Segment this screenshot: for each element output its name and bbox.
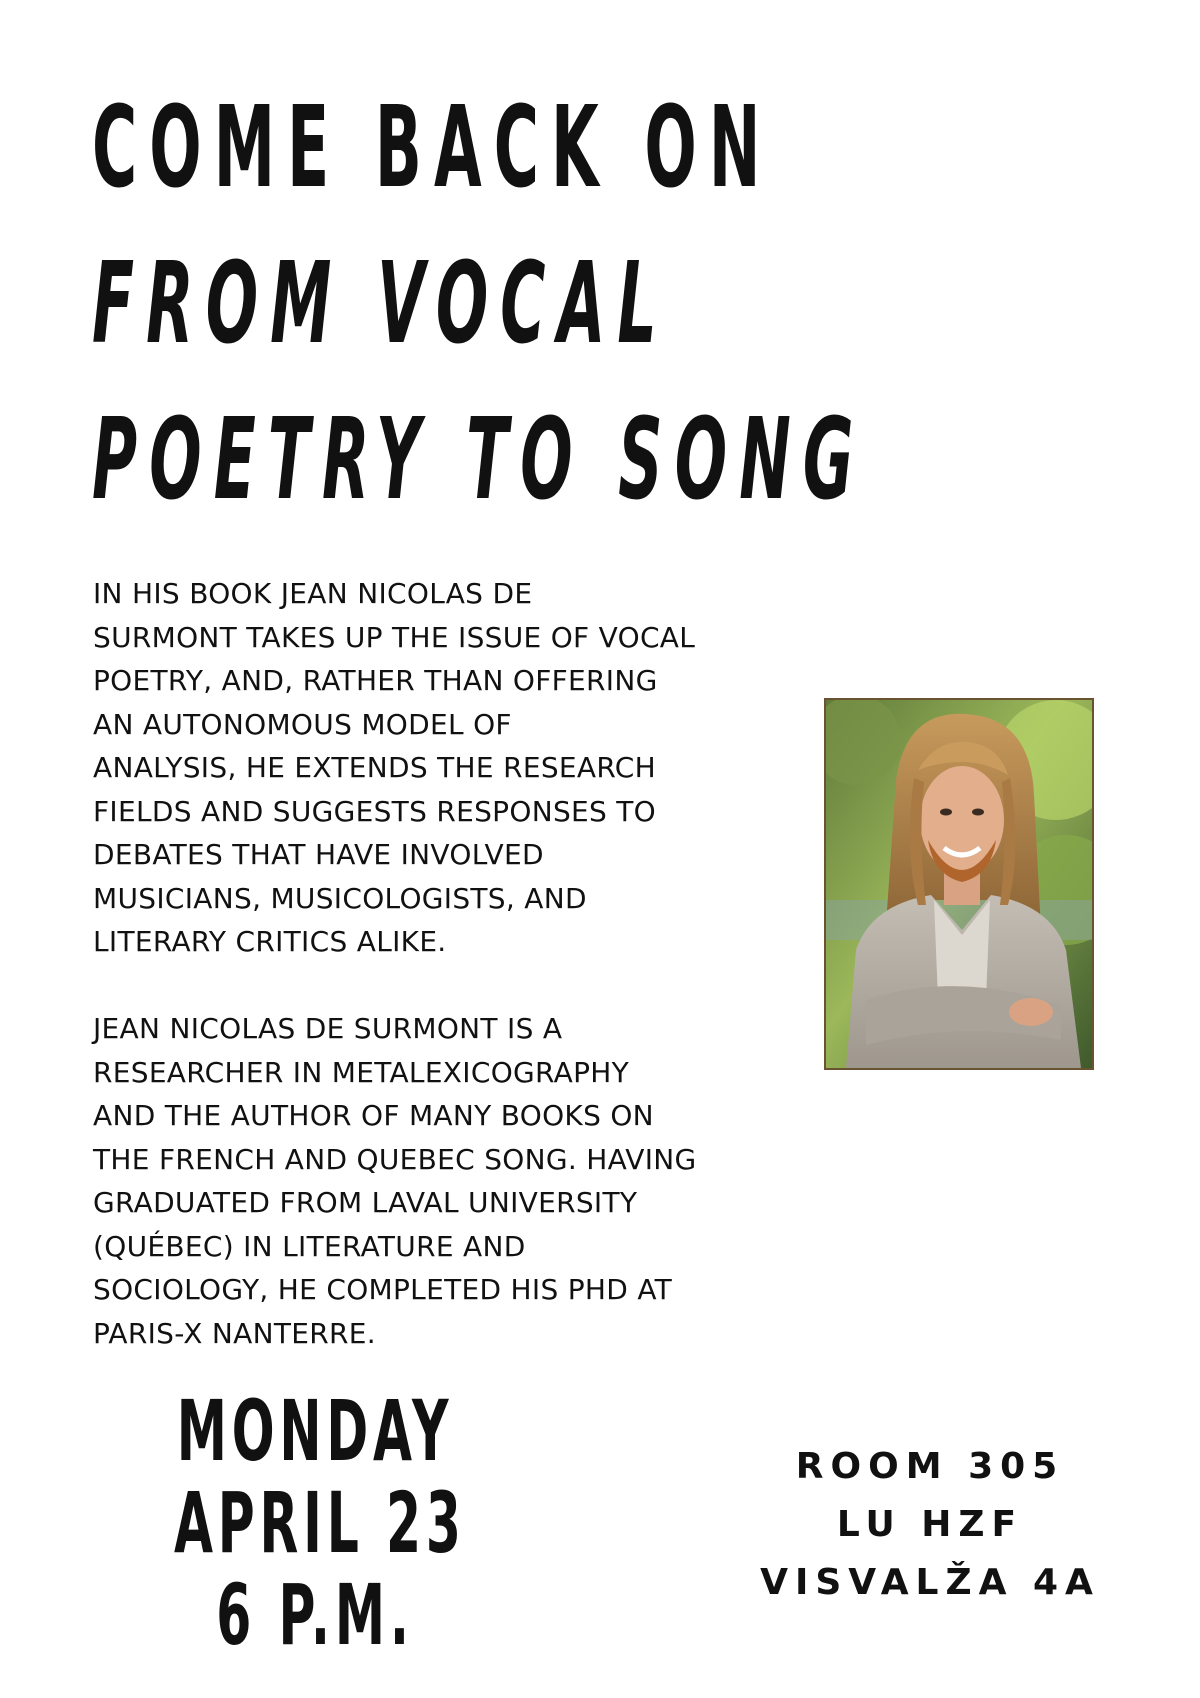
venue-building: LU HZF <box>836 1504 1024 1545</box>
event-day: MONDAY <box>176 1382 454 1480</box>
title-line-2: FROM VOCAL <box>92 239 669 369</box>
title-line-3: POETRY TO SONG <box>92 395 866 525</box>
event-time: 6 P.M. <box>216 1566 414 1664</box>
title-line-1: COME BACK ON <box>92 83 773 213</box>
event-title <box>92 70 1092 538</box>
venue-address: VISVALŽA 4A <box>760 1562 1100 1603</box>
venue-room: ROOM 305 <box>795 1446 1065 1487</box>
event-datetime <box>80 1382 550 1664</box>
event-date: APRIL 23 <box>174 1474 466 1572</box>
author-photo <box>824 698 1094 1070</box>
author-bio: JEAN NICOLAS DE SURMONT IS A RESEARCHER IN METALEXICOGRAPHY AND THE AUTHOR OF MANY BOOKS ON THE FRENCH AND QUEBEC SONG. HAVING GRADUATED FROM LAVAL UNIVERSITY (QUÉBEC) IN LITERATURE AND SOCIOLOGY, HE COMPLETED HIS PHD AT PARIS-X NANTERRE. <box>93 1012 697 1350</box>
event-venue <box>720 1438 1140 1612</box>
book-description: IN HIS BOOK JEAN NICOLAS DE SURMONT TAKES UP THE ISSUE OF VOCAL POETRY, AND, RATHER THAN OFFERING AN AUTONOMOUS MODEL OF ANALYSIS, HE EXTENDS THE RESEARCH FIELDS AND SUGGESTS RESPONSES TO DEBATES THAT HAVE INVOLVED MUSICIANS, MUSICOLOGISTS, AND LITERARY CRITICS ALIKE. <box>93 577 696 958</box>
author-portrait-image <box>826 700 1092 1068</box>
